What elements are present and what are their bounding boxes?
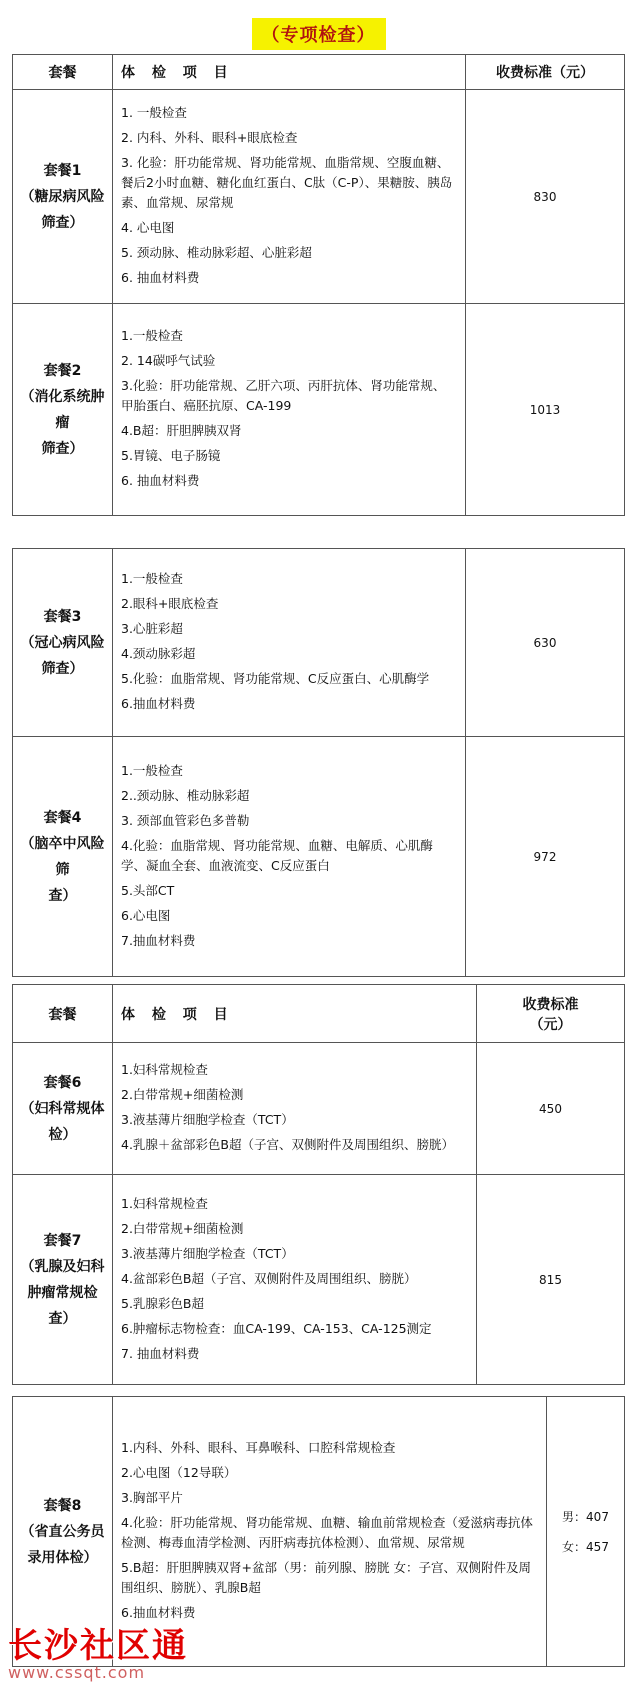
fee-cell: 830 [466,90,625,304]
package-name-cell [13,737,113,977]
package-name-cell [13,1043,113,1175]
list-item: 6. 抽血材料费 [121,473,200,488]
package-subtitle: 检） [48,1126,77,1143]
list-item: 2.白带常规+细菌检测 [121,1087,244,1102]
list-item: 2. 14碳呼气试验 [121,353,216,368]
items-cell [113,549,466,737]
list-item: 2..颈动脉、椎动脉彩超 [121,787,250,803]
title-wrap [0,18,637,50]
package-subtitle: （妇科常规体 [20,1100,105,1117]
list-item: 6.抽血材料费 [121,1605,196,1620]
header-package: 套餐 [13,55,113,90]
package-subtitle: 查） [48,887,77,904]
list-item: 1.内科、外科、眼科、耳鼻喉科、口腔科常规检查 [121,1440,396,1455]
list-item: 4.化验：肝功能常规、肾功能常规、血糖、输血前常规检查（爱滋病毒抗体检测、梅毒血清学检测、丙肝病毒抗体检测）、血常规、尿常规 [121,1515,533,1550]
watermark-text: 长沙社区通 [8,1626,188,1666]
package-name-cell [13,549,113,737]
fee-cell: 972 [466,737,625,977]
header-fee: 收费标准（元） [466,55,625,90]
list-item: 2.心电图（12导联） [121,1465,237,1480]
fee-male: 男：407 [562,1509,609,1524]
page-title: （专项检查） [252,18,386,50]
items-cell [113,1175,477,1385]
list-item: 3.液基薄片细胞学检查（TCT） [121,1112,294,1127]
list-item: 2.眼科+眼底检查 [121,596,219,611]
list-item: 1.妇科常规检查 [121,1062,208,1077]
package-subtitle: 查） [48,1310,77,1327]
list-item: 6. 抽血材料费 [121,270,200,285]
package-name-cell [13,1175,113,1385]
header-fee [477,985,625,1043]
list-item: 3. 化验：肝功能常规、肾功能常规、血脂常规、空腹血糖、餐后2小时血糖、糖化血红蛋白、C肽（C-P）、果糖胺、胰岛素、血常规、尿常规 [121,155,453,210]
list-item: 5.头部CT [121,882,175,898]
list-item: 7.抽血材料费 [121,932,196,948]
package-subtitle: 筛查） [41,440,84,457]
list-item: 3.化验：肝功能常规、乙肝六项、丙肝抗体、肾功能常规、甲胎蛋白、癌胚抗原、CA-199 [121,378,446,413]
fee-cell: 1013 [466,304,625,516]
package-subtitle: 肿瘤常规检 [27,1284,98,1301]
list-item: 6.抽血材料费 [121,696,196,711]
list-item: 5. 颈动脉、椎动脉彩超、心脏彩超 [121,245,312,260]
list-item: 3. 颈部血管彩色多普勒 [121,812,250,828]
list-item: 1.一般检查 [121,762,183,778]
list-item: 5.化验：血脂常规、肾功能常规、C反应蛋白、心肌酶学 [121,671,430,686]
list-item: 3.液基薄片细胞学检查（TCT） [121,1245,294,1261]
list-item: 5.B超：肝胆脾胰双肾+盆部（男：前列腺、膀胱 女：子宫、双侧附件及周围组织、膀胱）、乳腺B超 [121,1560,531,1595]
list-item: 1.妇科常规检查 [121,1195,208,1211]
header-items: 体 检 项 目 [113,55,466,90]
list-item: 5.乳腺彩色B超 [121,1295,205,1311]
fee-cell: 450 [477,1043,625,1175]
package-subtitle: 筛查） [41,660,84,677]
list-item: 4. 心电图 [121,220,175,235]
items-cell [113,90,466,304]
list-item: 2.白带常规+细菌检测 [121,1220,244,1236]
table-header-row [13,55,625,90]
package-subtitle: （冠心病风险 [20,634,105,651]
package-name: 套餐1 [43,162,82,179]
list-item: 6.肿瘤标志物检查：血CA-199、CA-153、CA-125测定 [121,1320,432,1336]
table-row [13,304,625,516]
header-fee-line: （元） [529,1016,572,1033]
list-item: 1.一般检查 [121,328,183,343]
package-subtitle: （糖尿病风险 [20,188,105,205]
package-name: 套餐6 [43,1074,82,1091]
list-item: 1. 一般检查 [121,105,187,120]
package-name: 套餐3 [43,608,82,625]
package-table-1 [12,54,625,516]
package-subtitle: （消化系统肿瘤 [20,388,105,431]
package-name-cell [13,90,113,304]
table-row [13,737,625,977]
table-header-row [13,985,625,1043]
list-item: 2. 内科、外科、眼科+眼底检查 [121,130,298,145]
list-item: 4.化验：血脂常规、肾功能常规、血糖、电解质、心肌酶学、凝血全套、血液流变、C反应蛋白 [121,837,433,873]
package-name: 套餐7 [43,1232,82,1249]
table-row [13,549,625,737]
fee-female: 女：457 [562,1539,609,1554]
header-items: 体 检 项 目 [113,985,477,1043]
list-item: 7. 抽血材料费 [121,1345,200,1361]
items-cell [113,737,466,977]
list-item: 5.胃镜、电子肠镜 [121,448,221,463]
list-item: 4.颈动脉彩超 [121,646,196,661]
watermark-url: www.cssqt.com [8,1663,146,1682]
fee-cell [547,1397,625,1667]
package-subtitle: 录用体检） [27,1549,98,1566]
package-name: 套餐2 [43,362,82,379]
fee-cell: 815 [477,1175,625,1385]
package-name: 套餐4 [43,809,82,826]
table-row [13,1175,625,1385]
package-subtitle: （脑卒中风险筛 [20,835,105,878]
watermark [8,1618,188,1682]
header-fee-line: 收费标准 [522,996,579,1013]
package-name: 套餐8 [43,1497,82,1514]
package-name-cell [13,304,113,516]
list-item: 1.一般检查 [121,571,183,586]
header-package: 套餐 [13,985,113,1043]
list-item: 4.盆部彩色B超（子宫、双侧附件及周围组织、膀胱） [121,1270,417,1286]
package-subtitle: 筛查） [41,214,84,231]
items-cell [113,304,466,516]
package-table-3 [12,984,625,1385]
table-row [13,90,625,304]
table-row [13,1043,625,1175]
list-item: 4.乳腺＋盆部彩色B超（子宫、双侧附件及周围组织、膀胱） [121,1137,455,1152]
list-item: 3.胸部平片 [121,1490,183,1505]
package-subtitle: （乳腺及妇科 [20,1258,105,1275]
list-item: 3.心脏彩超 [121,621,183,636]
package-table-2 [12,548,625,977]
items-cell [113,1043,477,1175]
list-item: 6.心电图 [121,907,171,923]
fee-cell: 630 [466,549,625,737]
list-item: 4.B超：肝胆脾胰双肾 [121,423,242,438]
package-subtitle: （省直公务员 [20,1523,105,1540]
